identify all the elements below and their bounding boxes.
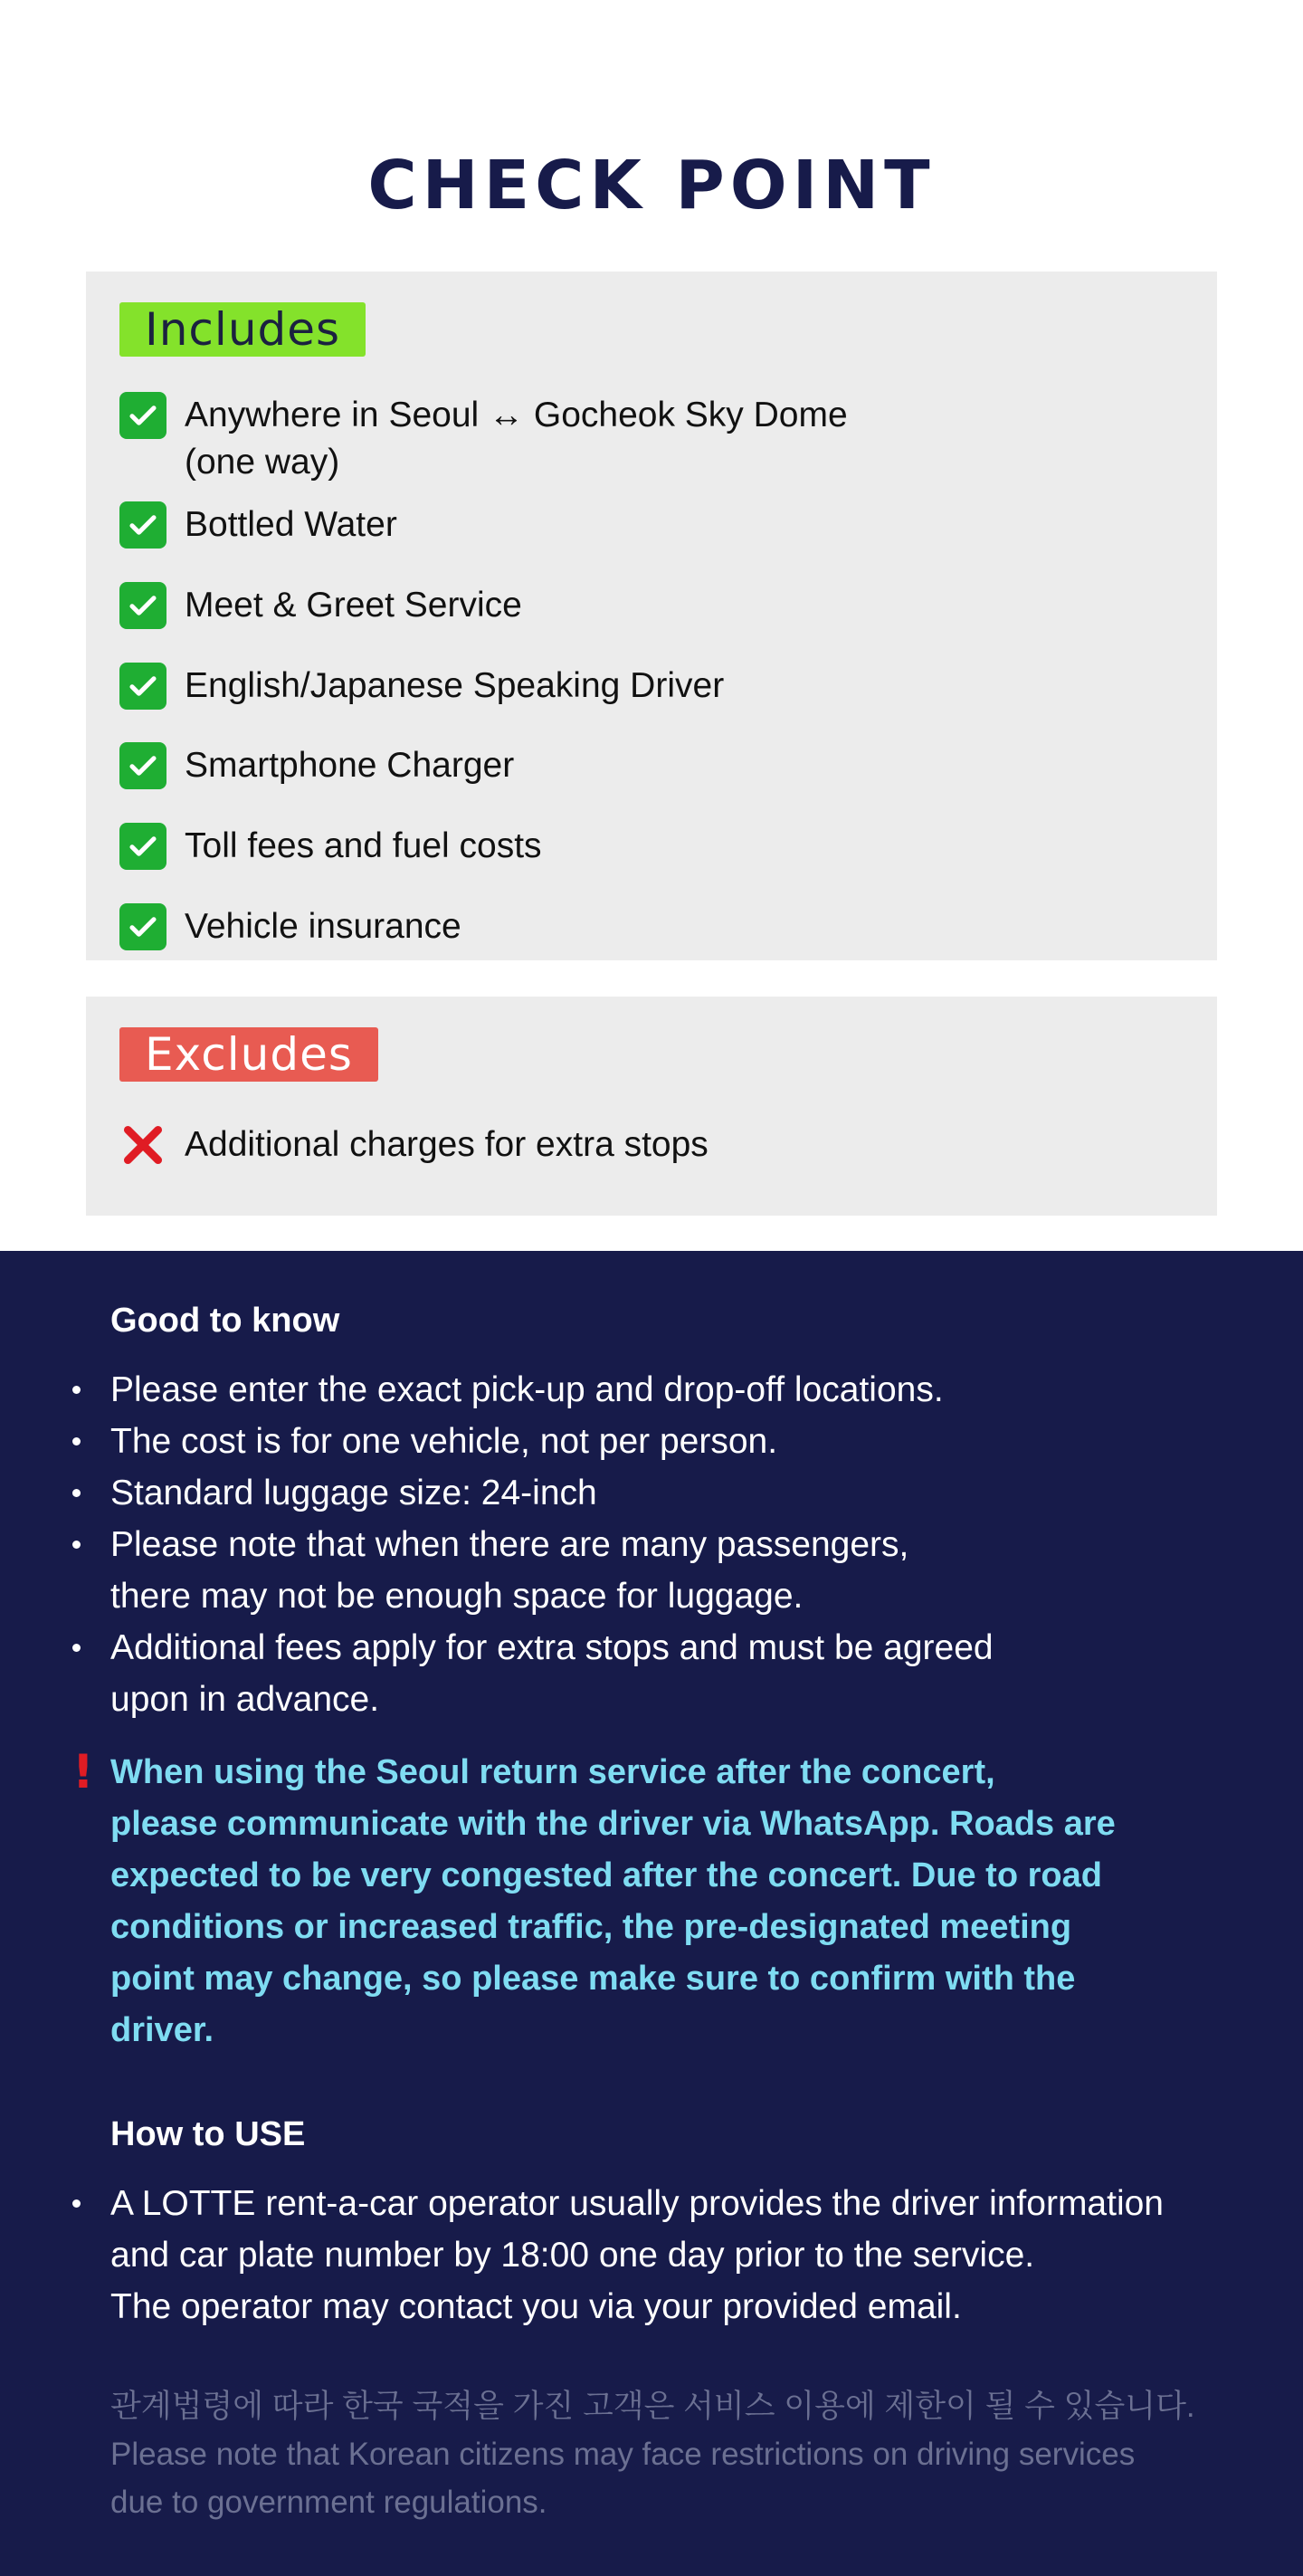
list-item xyxy=(72,1364,1267,1416)
includes-item xyxy=(119,582,522,629)
includes-item xyxy=(119,392,848,486)
includes-item-label: Vehicle insurance xyxy=(185,907,461,946)
excludes-item-label: Additional charges for extra stops xyxy=(185,1125,709,1164)
includes-item-label xyxy=(185,392,848,486)
list-item xyxy=(72,1467,1267,1519)
list-item-text: there may not be enough space for luggage. xyxy=(110,1577,804,1616)
cross-mark-icon xyxy=(119,1121,166,1169)
check-mark-icon xyxy=(119,903,166,950)
korean-citizens-notice xyxy=(110,2382,1241,2526)
includes-item-label: Bottled Water xyxy=(185,505,397,544)
bullet-icon xyxy=(72,2199,81,2208)
list-item xyxy=(72,1416,1267,1467)
check-mark-icon xyxy=(119,501,166,549)
warning-line: conditions or increased traffic, the pre-designated meeting xyxy=(110,1908,1072,1946)
bullet-icon xyxy=(72,1644,81,1652)
bullet-icon xyxy=(72,1489,81,1497)
list-item-text: Additional fees apply for extra stops and must be agreed xyxy=(110,1628,994,1667)
notice-line: due to government regulations. xyxy=(110,2485,547,2520)
includes-item-line: Anywhere in Seoul ↔ Gocheok Sky Dome xyxy=(185,396,848,434)
includes-item-label: Meet & Greet Service xyxy=(185,586,522,625)
includes-item-label: English/Japanese Speaking Driver xyxy=(185,666,725,705)
list-item-text: upon in advance. xyxy=(110,1680,380,1719)
warning-text xyxy=(110,1747,1223,2056)
warning-line: point may change, so please make sure to confirm with the xyxy=(110,1960,1076,1998)
includes-item xyxy=(119,663,724,710)
bullet-icon xyxy=(72,1541,81,1549)
checkpoint-section xyxy=(0,0,1303,1251)
includes-item xyxy=(119,903,461,950)
includes-item-label: Toll fees and fuel costs xyxy=(185,826,542,865)
bullet-icon xyxy=(72,1437,81,1445)
list-item-text: The operator may contact you via your provided email. xyxy=(110,2287,962,2326)
info-section xyxy=(0,1251,1303,2576)
check-mark-icon xyxy=(119,742,166,789)
list-item xyxy=(72,1519,1267,1622)
warning-line: expected to be very congested after the concert. Due to road xyxy=(110,1856,1102,1894)
list-item-text: and car plate number by 18:00 one day prior to the service. xyxy=(110,2236,1035,2275)
includes-tag: Includes xyxy=(119,302,366,357)
includes-item-line: (one way) xyxy=(185,443,340,482)
warning-line: driver. xyxy=(110,2011,214,2049)
list-item-text: The cost is for one vehicle, not per person. xyxy=(110,1422,778,1461)
excludes-item xyxy=(119,1121,709,1169)
check-mark-icon xyxy=(119,582,166,629)
includes-item xyxy=(119,501,397,549)
excludes-panel xyxy=(86,997,1217,1216)
list-item-text: Standard luggage size: 24-inch xyxy=(110,1474,597,1512)
bullet-icon xyxy=(72,1386,81,1394)
includes-panel xyxy=(86,272,1217,960)
list-item-text: Please note that when there are many passengers, xyxy=(110,1525,909,1564)
how-to-use-heading: How to USE xyxy=(110,2115,306,2153)
includes-item xyxy=(119,742,514,789)
check-mark-icon xyxy=(119,663,166,710)
list-item-text: Please enter the exact pick-up and drop-off locations. xyxy=(110,1370,944,1409)
includes-item-label: Smartphone Charger xyxy=(185,746,515,785)
good-to-know-heading: Good to know xyxy=(110,1302,340,1340)
list-item xyxy=(72,2178,1267,2333)
warning-line: please communicate with the driver via WhatsApp. Roads are xyxy=(110,1805,1116,1843)
list-item-text: A LOTTE rent-a-car operator usually provides the driver information xyxy=(110,2184,1165,2223)
notice-line: 관계법령에 따라 한국 국적을 가진 고객은 서비스 이용에 제한이 될 수 있습니다. xyxy=(110,2389,1195,2424)
check-mark-icon xyxy=(119,823,166,870)
notice-line: Please note that Korean citizens may face restrictions on driving services xyxy=(110,2437,1136,2472)
how-to-use-list xyxy=(72,2178,1267,2333)
includes-item xyxy=(119,823,542,870)
excludes-tag: Excludes xyxy=(119,1027,378,1082)
check-mark-icon xyxy=(119,392,166,439)
page-title: CHECK POINT xyxy=(367,146,936,224)
exclamation-icon: ! xyxy=(72,1745,94,1799)
list-item xyxy=(72,1622,1267,1725)
good-to-know-list xyxy=(72,1364,1267,1725)
warning-line: When using the Seoul return service after the concert, xyxy=(110,1753,995,1791)
